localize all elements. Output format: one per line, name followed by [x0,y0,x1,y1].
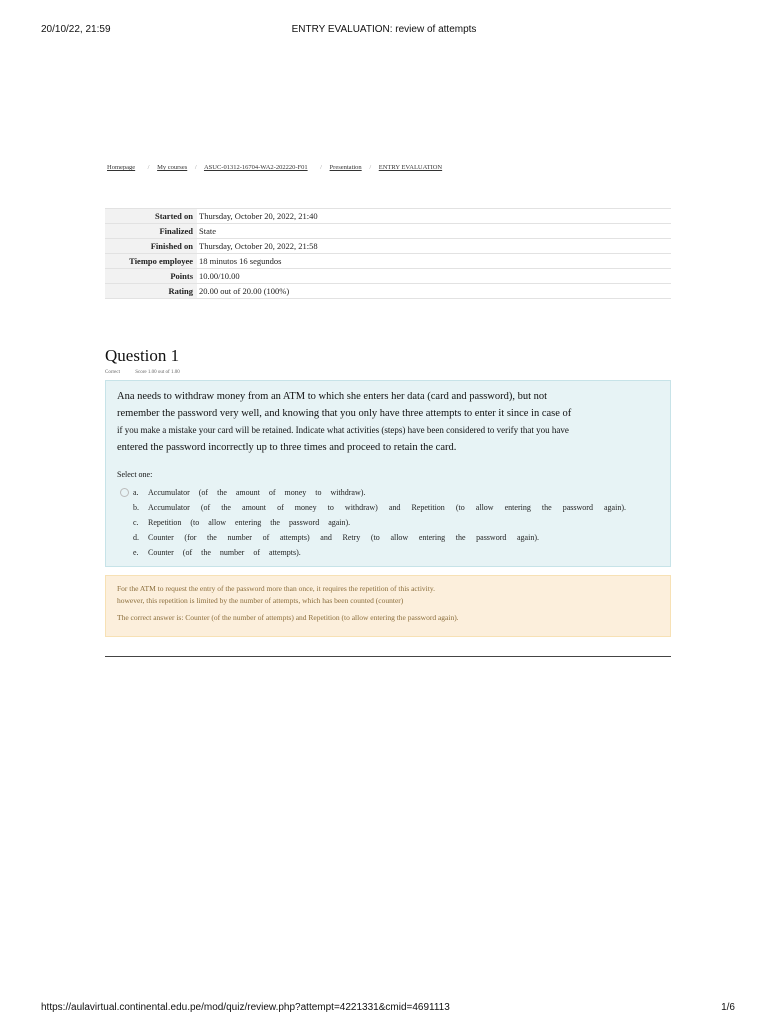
breadcrumb-my-courses[interactable]: My courses [157,164,188,171]
answer-option-a[interactable] [120,485,626,500]
breadcrumb [107,164,450,171]
answer-letter: c. [133,518,139,527]
answer-letter: e. [133,548,139,557]
summary-label: Finished on [105,239,197,254]
answer-option-c[interactable] [120,515,626,530]
summary-row-state [105,224,671,239]
summary-value: 10.00/10.00 [197,269,671,284]
answer-text: Counter (of the number of attempts). [148,548,301,557]
breadcrumb-entry-evaluation[interactable]: ENTRY EVALUATION [378,164,443,171]
summary-row-points [105,269,671,284]
summary-row-finished [105,239,671,254]
answer-option-b[interactable] [120,500,626,515]
summary-row-started [105,209,671,224]
breadcrumb-separator: / [194,164,197,171]
question-meta [105,370,180,375]
summary-label: Started on [105,209,197,224]
print-page-number: 1/6 [721,1002,735,1013]
question-title: Question 1 [105,346,180,365]
summary-row-rating [105,284,671,299]
summary-value: Thursday, October 20, 2022, 21:58 [197,239,671,254]
summary-label: Finalized [105,224,197,239]
question-score: Score 1.00 out of 1.00 [135,370,180,375]
correct-answer-text: The correct answer is: Counter (of the number of attempts) and Repetition (to allow entering the password again). [117,613,459,622]
print-url: https://aulavirtual.continental.edu.pe/mod/quiz/review.php?attempt=4221331&cmid=4691113 [41,1002,450,1013]
answer-option-e[interactable] [120,545,626,560]
answer-text: Counter (for the number of attempts) and Retry (to allow entering the password again). [148,533,539,542]
question-text-line: entered the password incorrectly up to three times and proceed to retain the card. [117,442,457,453]
answer-text: Accumulator (of the amount of money to withdraw) and Repetition (to allow entering the password again). [148,503,626,512]
question-text-line: remember the password very well, and knowing that you only have three attempts to enter it since in case of [117,408,572,419]
radio-button[interactable] [120,488,129,497]
question-text [117,388,657,456]
print-header [0,24,768,38]
breadcrumb-course[interactable]: ASUC-01312-16704-WA2-202220-F01 [203,164,308,171]
answer-letter: a. [133,488,139,497]
question-box [105,380,671,567]
breadcrumb-separator: / [320,164,322,171]
breadcrumb-separator: / [147,164,150,171]
summary-value: 20.00 out of 20.00 (100%) [197,284,671,299]
feedback-text: For the ATM to request the entry of the password more than once, it requires the repetition of this activity. [117,584,435,593]
feedback-text: however, this repetition is limited by the number of attempts, which has been counted (counter) [117,596,404,605]
answer-letter: d. [133,533,139,542]
print-date: 20/10/22, 21:59 [41,24,111,35]
select-one-label: Select one: [117,470,153,479]
summary-value: Thursday, October 20, 2022, 21:40 [197,209,671,224]
breadcrumb-homepage[interactable]: Homepage [107,164,136,171]
summary-label: Points [105,269,197,284]
answer-option-d[interactable] [120,530,626,545]
print-title: ENTRY EVALUATION: review of attempts [291,24,477,35]
feedback-box [105,575,671,637]
breadcrumb-separator: / [369,164,372,171]
question-text-line: Ana needs to withdraw money from an ATM to which she enters her data (card and password), but not [117,391,548,402]
answer-text: Repetition (to allow entering the password again). [148,518,351,527]
question-status: Correct [105,370,120,375]
summary-value: 18 minutos 16 segundos [197,254,671,269]
answer-letter: b. [133,503,139,512]
summary-label: Rating [105,284,197,299]
summary-label: Tiempo employee [105,254,197,269]
summary-value: State [197,224,671,239]
breadcrumb-presentation[interactable]: Presentation [329,164,362,171]
attempt-summary-table [105,208,671,299]
summary-row-time [105,254,671,269]
answer-options [120,485,626,560]
answer-text: Accumulator (of the amount of money to withdraw). [148,488,366,497]
section-divider [105,656,671,657]
question-text-line: if you make a mistake your card will be retained. Indicate what activities (steps) have been considered to verify that you have [117,425,569,435]
